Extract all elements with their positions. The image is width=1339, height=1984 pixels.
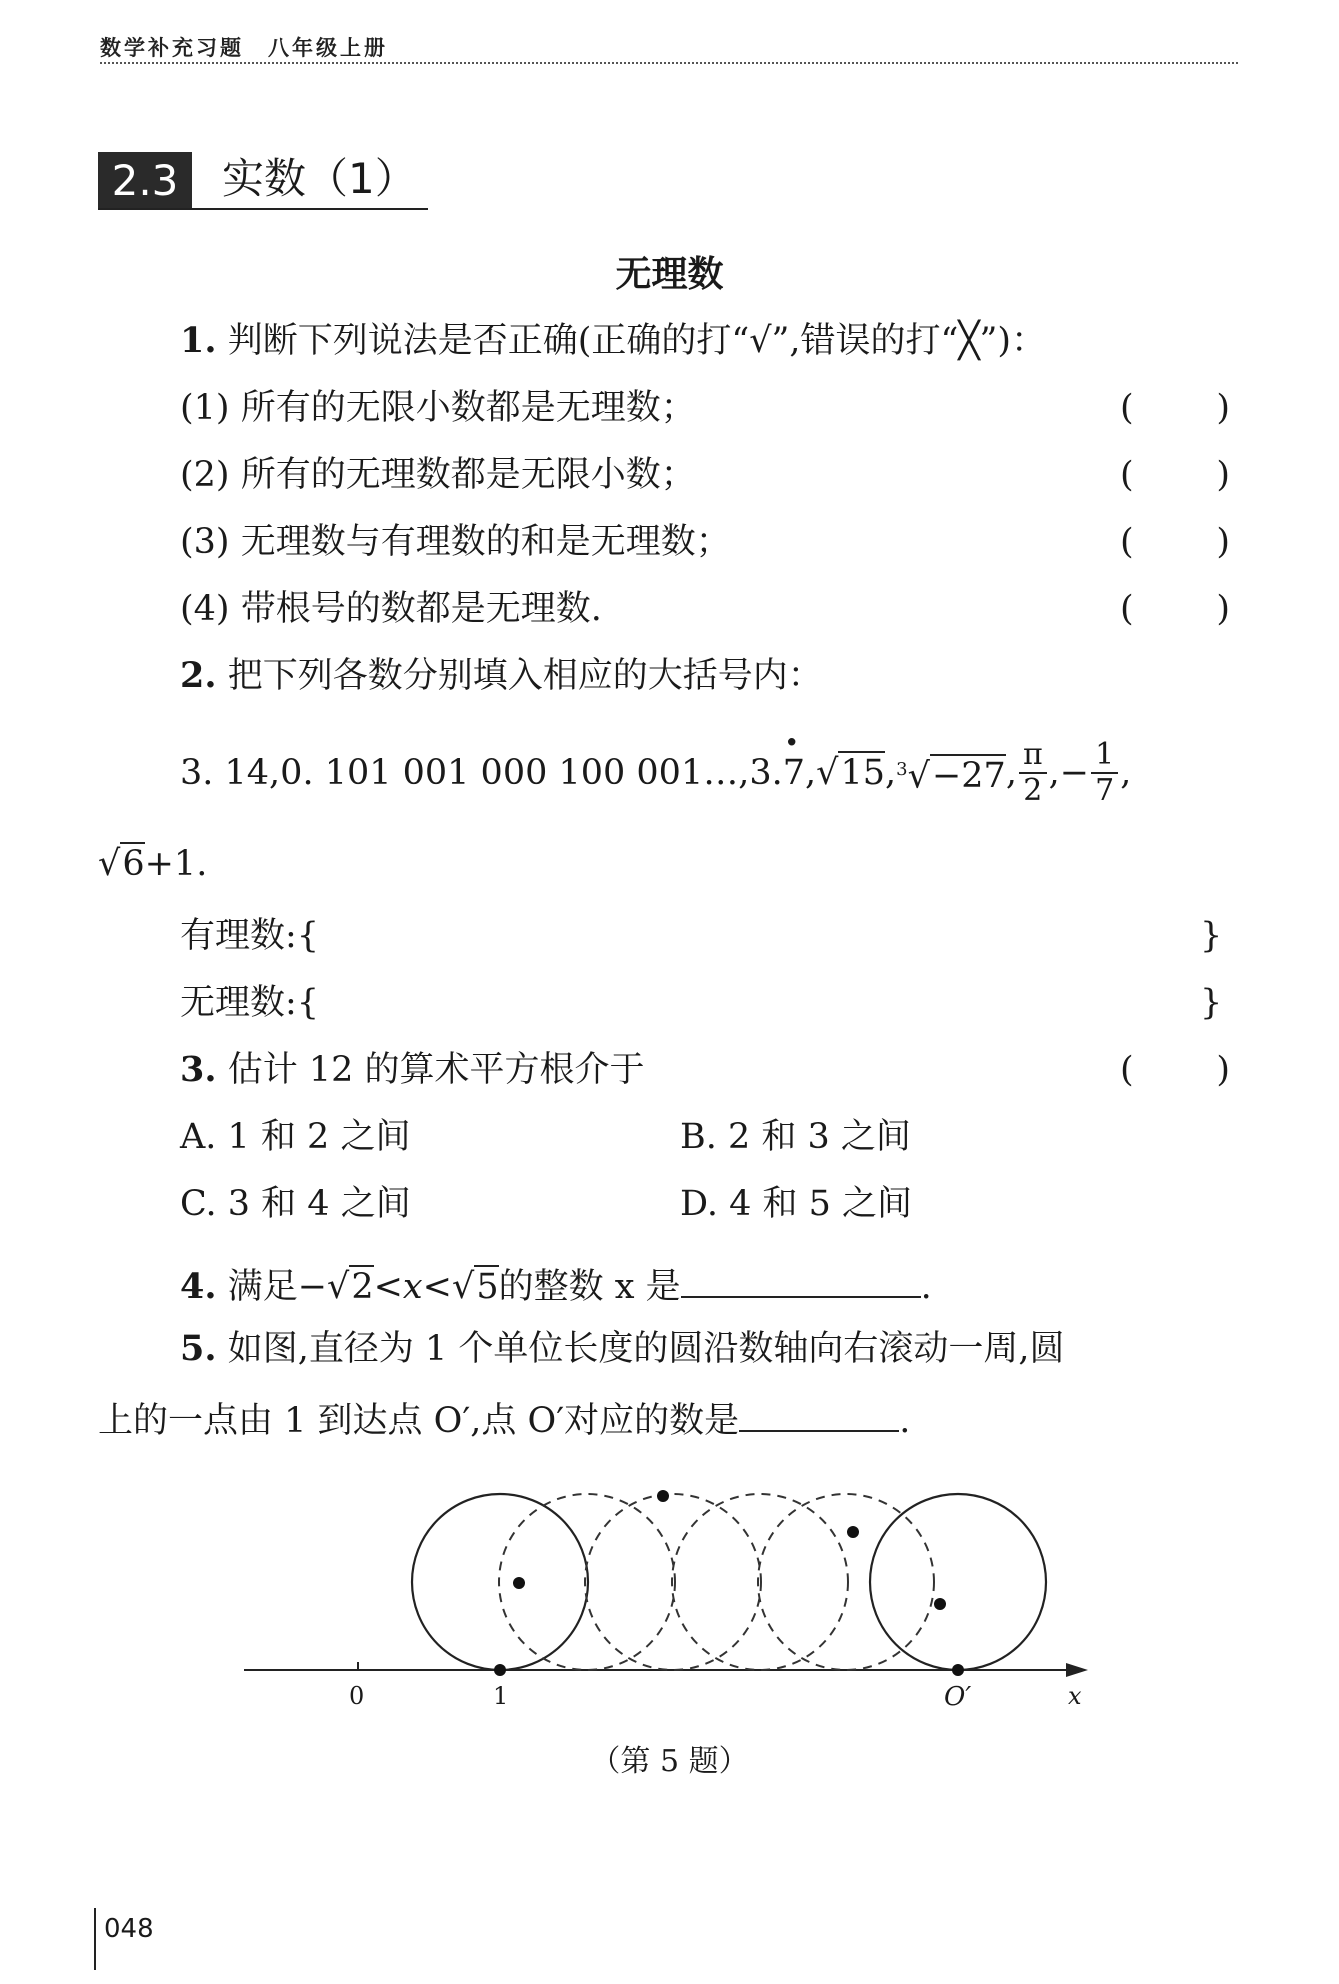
irrational-label: 无理数:{ bbox=[180, 983, 320, 1023]
q4-radicand-2: 5 bbox=[476, 1267, 499, 1307]
figure-caption: （第 5 题） bbox=[590, 1744, 749, 1779]
cbrt-index: 3 bbox=[896, 758, 908, 780]
q2-text: 把下列各数分别填入相应的大括号内： bbox=[227, 656, 823, 696]
plus-one: +1. bbox=[144, 844, 208, 884]
paren-open: ( bbox=[1120, 1050, 1134, 1090]
paren-open: ( bbox=[1120, 589, 1134, 629]
pi-numerator: π bbox=[1019, 738, 1047, 774]
section-number: 2.3 bbox=[98, 152, 192, 210]
cbrt-neg27: $^3$√−27 bbox=[896, 756, 1006, 797]
q4-end: . bbox=[920, 1267, 932, 1307]
sqrt6-radicand: 6 bbox=[122, 844, 145, 884]
q4-number: 4. bbox=[180, 1266, 217, 1307]
sqrt-15-radicand: 15 bbox=[840, 753, 886, 793]
q1-item-4: (4) 带根号的数都是无理数. bbox=[180, 589, 602, 629]
sep: ,− bbox=[1048, 753, 1090, 793]
paren-open: ( bbox=[1120, 522, 1134, 562]
sqrt-15: √15 bbox=[816, 753, 886, 793]
repeating-digit: · 7 bbox=[783, 749, 805, 797]
sep: , bbox=[885, 753, 897, 793]
paren-close: ) bbox=[1216, 522, 1230, 562]
paren-open: ( bbox=[1120, 455, 1134, 495]
label-1: 1 bbox=[493, 1682, 509, 1710]
point-1 bbox=[494, 1664, 506, 1676]
label-O-prime: O′ bbox=[944, 1682, 972, 1712]
q4-pre: 满足− bbox=[227, 1267, 328, 1307]
q5-text-1: 如图,直径为 1 个单位长度的圆沿数轴向右滚动一周,圆 bbox=[227, 1329, 1065, 1369]
paren-close: ) bbox=[1216, 455, 1230, 495]
rolling-point-3 bbox=[847, 1526, 859, 1538]
sqrt6-plus-one: √6+1. bbox=[98, 844, 208, 884]
q4-post: 的整数 x 是 bbox=[498, 1267, 681, 1307]
cbrt-radicand: −27 bbox=[931, 756, 1006, 797]
paren-open: ( bbox=[1120, 388, 1134, 428]
q1-item-2: (2) 所有的无理数都是无限小数； bbox=[180, 455, 696, 495]
q1-text: 判断下列说法是否正确(正确的打“√”,错误的打“╳”)： bbox=[227, 321, 1047, 361]
sep: , bbox=[1005, 753, 1017, 793]
page-number: 048 bbox=[104, 1914, 154, 1944]
rolling-point-1 bbox=[513, 1577, 525, 1589]
rolling-point-2 bbox=[657, 1490, 669, 1502]
paren-close: ) bbox=[1216, 589, 1230, 629]
q5-text-2: 上的一点由 1 到达点 O′,点 O′对应的数是 bbox=[98, 1401, 740, 1441]
q4-stem: 4. 满足−√2<x<√5的整数 x 是 . bbox=[180, 1258, 932, 1311]
q3-option-a: A. 1 和 2 之间 bbox=[180, 1117, 411, 1157]
topic-heading: 无理数 bbox=[615, 254, 724, 295]
q1-number: 1. bbox=[180, 320, 217, 361]
q1-item-3: (3) 无理数与有理数的和是无理数； bbox=[180, 522, 731, 562]
pi-denominator: 2 bbox=[1023, 773, 1043, 808]
label-x: x bbox=[1068, 1682, 1082, 1710]
q4-mid: <x< bbox=[373, 1267, 453, 1307]
page-number-bar bbox=[94, 1908, 96, 1970]
q5-number: 5. bbox=[180, 1328, 217, 1369]
q3-option-d: D. 4 和 5 之间 bbox=[680, 1184, 912, 1224]
running-header: 数学补充习题 八年级上册 bbox=[100, 36, 388, 60]
q5-end: . bbox=[899, 1401, 911, 1441]
section-title: 实数（1） bbox=[222, 154, 417, 203]
q1-item-1: (1) 所有的无限小数都是无理数； bbox=[180, 388, 696, 428]
paren-close: ) bbox=[1216, 1050, 1230, 1090]
rolling-circle-4 bbox=[758, 1494, 934, 1670]
q3-option-c: C. 3 和 4 之间 bbox=[180, 1184, 411, 1224]
sep: , bbox=[1120, 753, 1132, 793]
rolling-point-4 bbox=[934, 1598, 946, 1610]
end-circle bbox=[870, 1494, 1046, 1670]
q2-numbers-a: 3. 14,0. 101 001 000 100 001…,3. bbox=[180, 753, 783, 793]
q3-number: 3. bbox=[180, 1049, 217, 1090]
label-0: 0 bbox=[349, 1682, 365, 1710]
paren-close: ) bbox=[1216, 388, 1230, 428]
q4-radicand-1: 2 bbox=[351, 1267, 374, 1307]
rational-label: 有理数:{ bbox=[180, 916, 320, 956]
point-O-prime bbox=[952, 1664, 964, 1676]
neg-numerator: 1 bbox=[1091, 738, 1118, 774]
q3-option-b: B. 2 和 3 之间 bbox=[680, 1117, 911, 1157]
irrational-brace-close: } bbox=[1200, 983, 1223, 1023]
q2-number: 2. bbox=[180, 655, 217, 696]
axis-arrow bbox=[1066, 1663, 1088, 1677]
rational-brace-close: } bbox=[1200, 916, 1223, 956]
neg-denominator: 7 bbox=[1095, 773, 1115, 808]
sep: , bbox=[805, 753, 817, 793]
q3-text: 估计 12 的算术平方根介于 bbox=[227, 1050, 645, 1090]
